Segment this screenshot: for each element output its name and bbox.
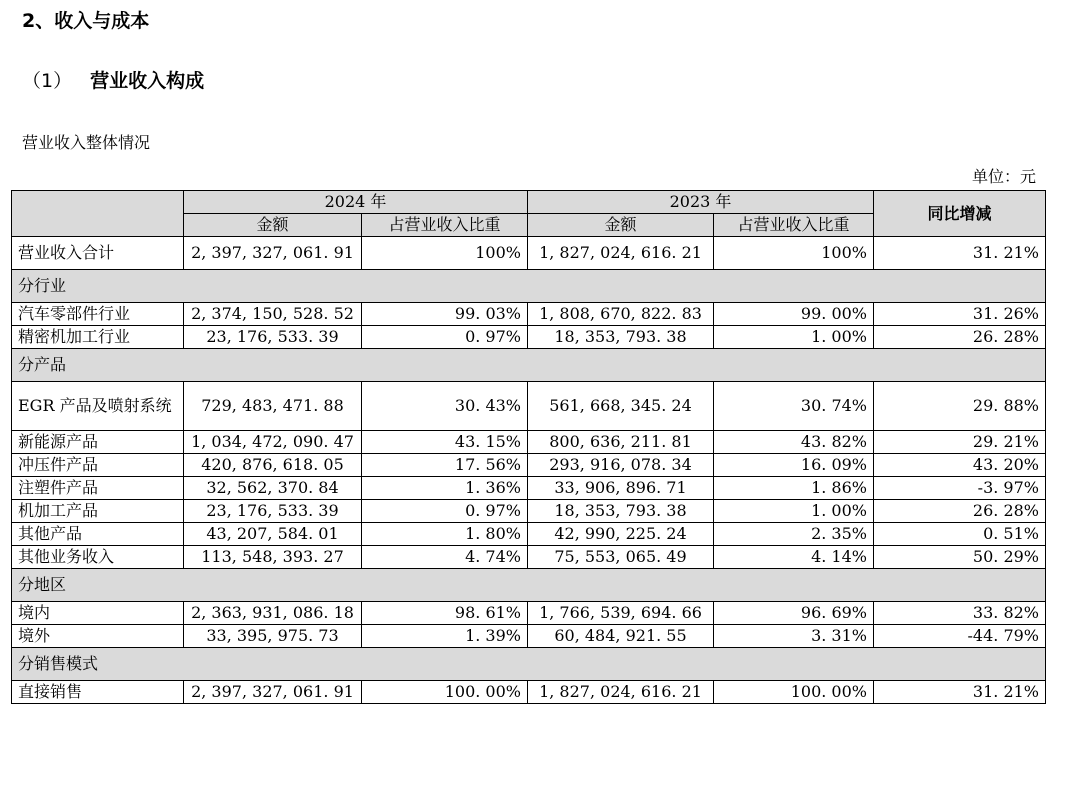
amount-2024: 23, 176, 533. 39 — [184, 500, 362, 523]
amount-2023: 1, 808, 670, 822. 83 — [528, 303, 714, 326]
ratio-2024: 1. 39% — [362, 625, 528, 648]
row-label: 精密机加工行业 — [12, 326, 184, 349]
amount-2024: 113, 548, 393. 27 — [184, 546, 362, 569]
ratio-2024: 43. 15% — [362, 431, 528, 454]
amount-2024: 729, 483, 471. 88 — [184, 382, 362, 431]
section-title: 分地区 — [12, 569, 1046, 602]
ratio-2024: 0. 97% — [362, 500, 528, 523]
row-label: 注塑件产品 — [12, 477, 184, 500]
amount-2024: 2, 374, 150, 528. 52 — [184, 303, 362, 326]
row-label: 其他产品 — [12, 523, 184, 546]
change-percent: 33. 82% — [874, 602, 1046, 625]
section-row — [12, 270, 1046, 303]
change-percent: 26. 28% — [874, 500, 1046, 523]
amount-2024: 2, 363, 931, 086. 18 — [184, 602, 362, 625]
change-percent: 50. 29% — [874, 546, 1046, 569]
ratio-2024: 100. 00% — [362, 681, 528, 704]
table-row — [12, 454, 1046, 477]
change-percent: -44. 79% — [874, 625, 1046, 648]
unit-label: 单位：元 — [971, 167, 1036, 186]
subsection-number: （1） — [22, 70, 73, 92]
row-label: 营业收入合计 — [12, 237, 184, 270]
amount-2023: 18, 353, 793. 38 — [528, 326, 714, 349]
row-label: 境内 — [12, 602, 184, 625]
amount-2023: 1, 827, 024, 616. 21 — [528, 237, 714, 270]
header-year-2024: 2024 年 — [184, 191, 528, 214]
amount-2024: 32, 562, 370. 84 — [184, 477, 362, 500]
table-row — [12, 602, 1046, 625]
change-percent: 0. 51% — [874, 523, 1046, 546]
ratio-2023: 1. 00% — [714, 326, 874, 349]
ratio-2023: 96. 69% — [714, 602, 874, 625]
table-row — [12, 523, 1046, 546]
change-percent: 31. 21% — [874, 237, 1046, 270]
header-year-2023: 2023 年 — [528, 191, 874, 214]
amount-2024: 1, 034, 472, 090. 47 — [184, 431, 362, 454]
row-label: 境外 — [12, 625, 184, 648]
row-label: 冲压件产品 — [12, 454, 184, 477]
table-row — [12, 500, 1046, 523]
table-row — [12, 625, 1046, 648]
change-percent: 26. 28% — [874, 326, 1046, 349]
ratio-2023: 3. 31% — [714, 625, 874, 648]
change-percent: -3. 97% — [874, 477, 1046, 500]
amount-2024: 420, 876, 618. 05 — [184, 454, 362, 477]
amount-2024: 2, 397, 327, 061. 91 — [184, 237, 362, 270]
ratio-2023: 4. 14% — [714, 546, 874, 569]
change-percent: 31. 21% — [874, 681, 1046, 704]
row-label: 汽车零部件行业 — [12, 303, 184, 326]
amount-2024: 2, 397, 327, 061. 91 — [184, 681, 362, 704]
amount-2023: 800, 636, 211. 81 — [528, 431, 714, 454]
amount-2024: 33, 395, 975. 73 — [184, 625, 362, 648]
ratio-2023: 100% — [714, 237, 874, 270]
table-row — [12, 326, 1046, 349]
ratio-2023: 43. 82% — [714, 431, 874, 454]
ratio-2024: 1. 36% — [362, 477, 528, 500]
table-row — [12, 477, 1046, 500]
table-row — [12, 681, 1046, 704]
table-row — [12, 382, 1046, 431]
section-title: 分行业 — [12, 270, 1046, 303]
subsection-title: 营业收入构成 — [90, 70, 205, 92]
section-row — [12, 349, 1046, 382]
section-title: 分销售模式 — [12, 648, 1046, 681]
header-amount-2024: 金额 — [184, 214, 362, 237]
ratio-2023: 2. 35% — [714, 523, 874, 546]
amount-2023: 33, 906, 896. 71 — [528, 477, 714, 500]
amount-2024: 23, 176, 533. 39 — [184, 326, 362, 349]
amount-2023: 75, 553, 065. 49 — [528, 546, 714, 569]
header-ratio-2023: 占营业收入比重 — [714, 214, 874, 237]
revenue-table-body — [12, 191, 1046, 704]
header-blank-cell — [12, 191, 184, 237]
section-heading: 2、收入与成本 — [22, 10, 150, 32]
ratio-2023: 16. 09% — [714, 454, 874, 477]
table-row — [12, 546, 1046, 569]
ratio-2023: 99. 00% — [714, 303, 874, 326]
change-percent: 31. 26% — [874, 303, 1046, 326]
ratio-2023: 1. 00% — [714, 500, 874, 523]
change-percent: 29. 21% — [874, 431, 1046, 454]
ratio-2024: 100% — [362, 237, 528, 270]
table-row — [12, 303, 1046, 326]
ratio-2024: 4. 74% — [362, 546, 528, 569]
row-label: 新能源产品 — [12, 431, 184, 454]
header-amount-2023: 金额 — [528, 214, 714, 237]
table-row — [12, 431, 1046, 454]
total-row — [12, 237, 1046, 270]
ratio-2023: 30. 74% — [714, 382, 874, 431]
row-label: EGR 产品及喷射系统 — [12, 382, 184, 431]
amount-2023: 42, 990, 225. 24 — [528, 523, 714, 546]
ratio-2023: 100. 00% — [714, 681, 874, 704]
amount-2023: 1, 827, 024, 616. 21 — [528, 681, 714, 704]
table-caption: 营业收入整体情况 — [22, 133, 151, 152]
amount-2023: 60, 484, 921. 55 — [528, 625, 714, 648]
ratio-2024: 1. 80% — [362, 523, 528, 546]
amount-2024: 43, 207, 584. 01 — [184, 523, 362, 546]
ratio-2024: 0. 97% — [362, 326, 528, 349]
section-row — [12, 569, 1046, 602]
header-row-years — [12, 191, 1046, 214]
amount-2023: 18, 353, 793. 38 — [528, 500, 714, 523]
amount-2023: 293, 916, 078. 34 — [528, 454, 714, 477]
ratio-2024: 17. 56% — [362, 454, 528, 477]
amount-2023: 1, 766, 539, 694. 66 — [528, 602, 714, 625]
row-label: 其他业务收入 — [12, 546, 184, 569]
change-percent: 29. 88% — [874, 382, 1046, 431]
revenue-table — [11, 190, 1046, 704]
row-label: 机加工产品 — [12, 500, 184, 523]
section-row — [12, 648, 1046, 681]
ratio-2023: 1. 86% — [714, 477, 874, 500]
ratio-2024: 99. 03% — [362, 303, 528, 326]
row-label: 直接销售 — [12, 681, 184, 704]
subsection-heading — [22, 66, 204, 93]
section-title: 分产品 — [12, 349, 1046, 382]
header-ratio-2024: 占营业收入比重 — [362, 214, 528, 237]
header-change: 同比增减 — [874, 191, 1046, 237]
amount-2023: 561, 668, 345. 24 — [528, 382, 714, 431]
change-percent: 43. 20% — [874, 454, 1046, 477]
ratio-2024: 30. 43% — [362, 382, 528, 431]
ratio-2024: 98. 61% — [362, 602, 528, 625]
